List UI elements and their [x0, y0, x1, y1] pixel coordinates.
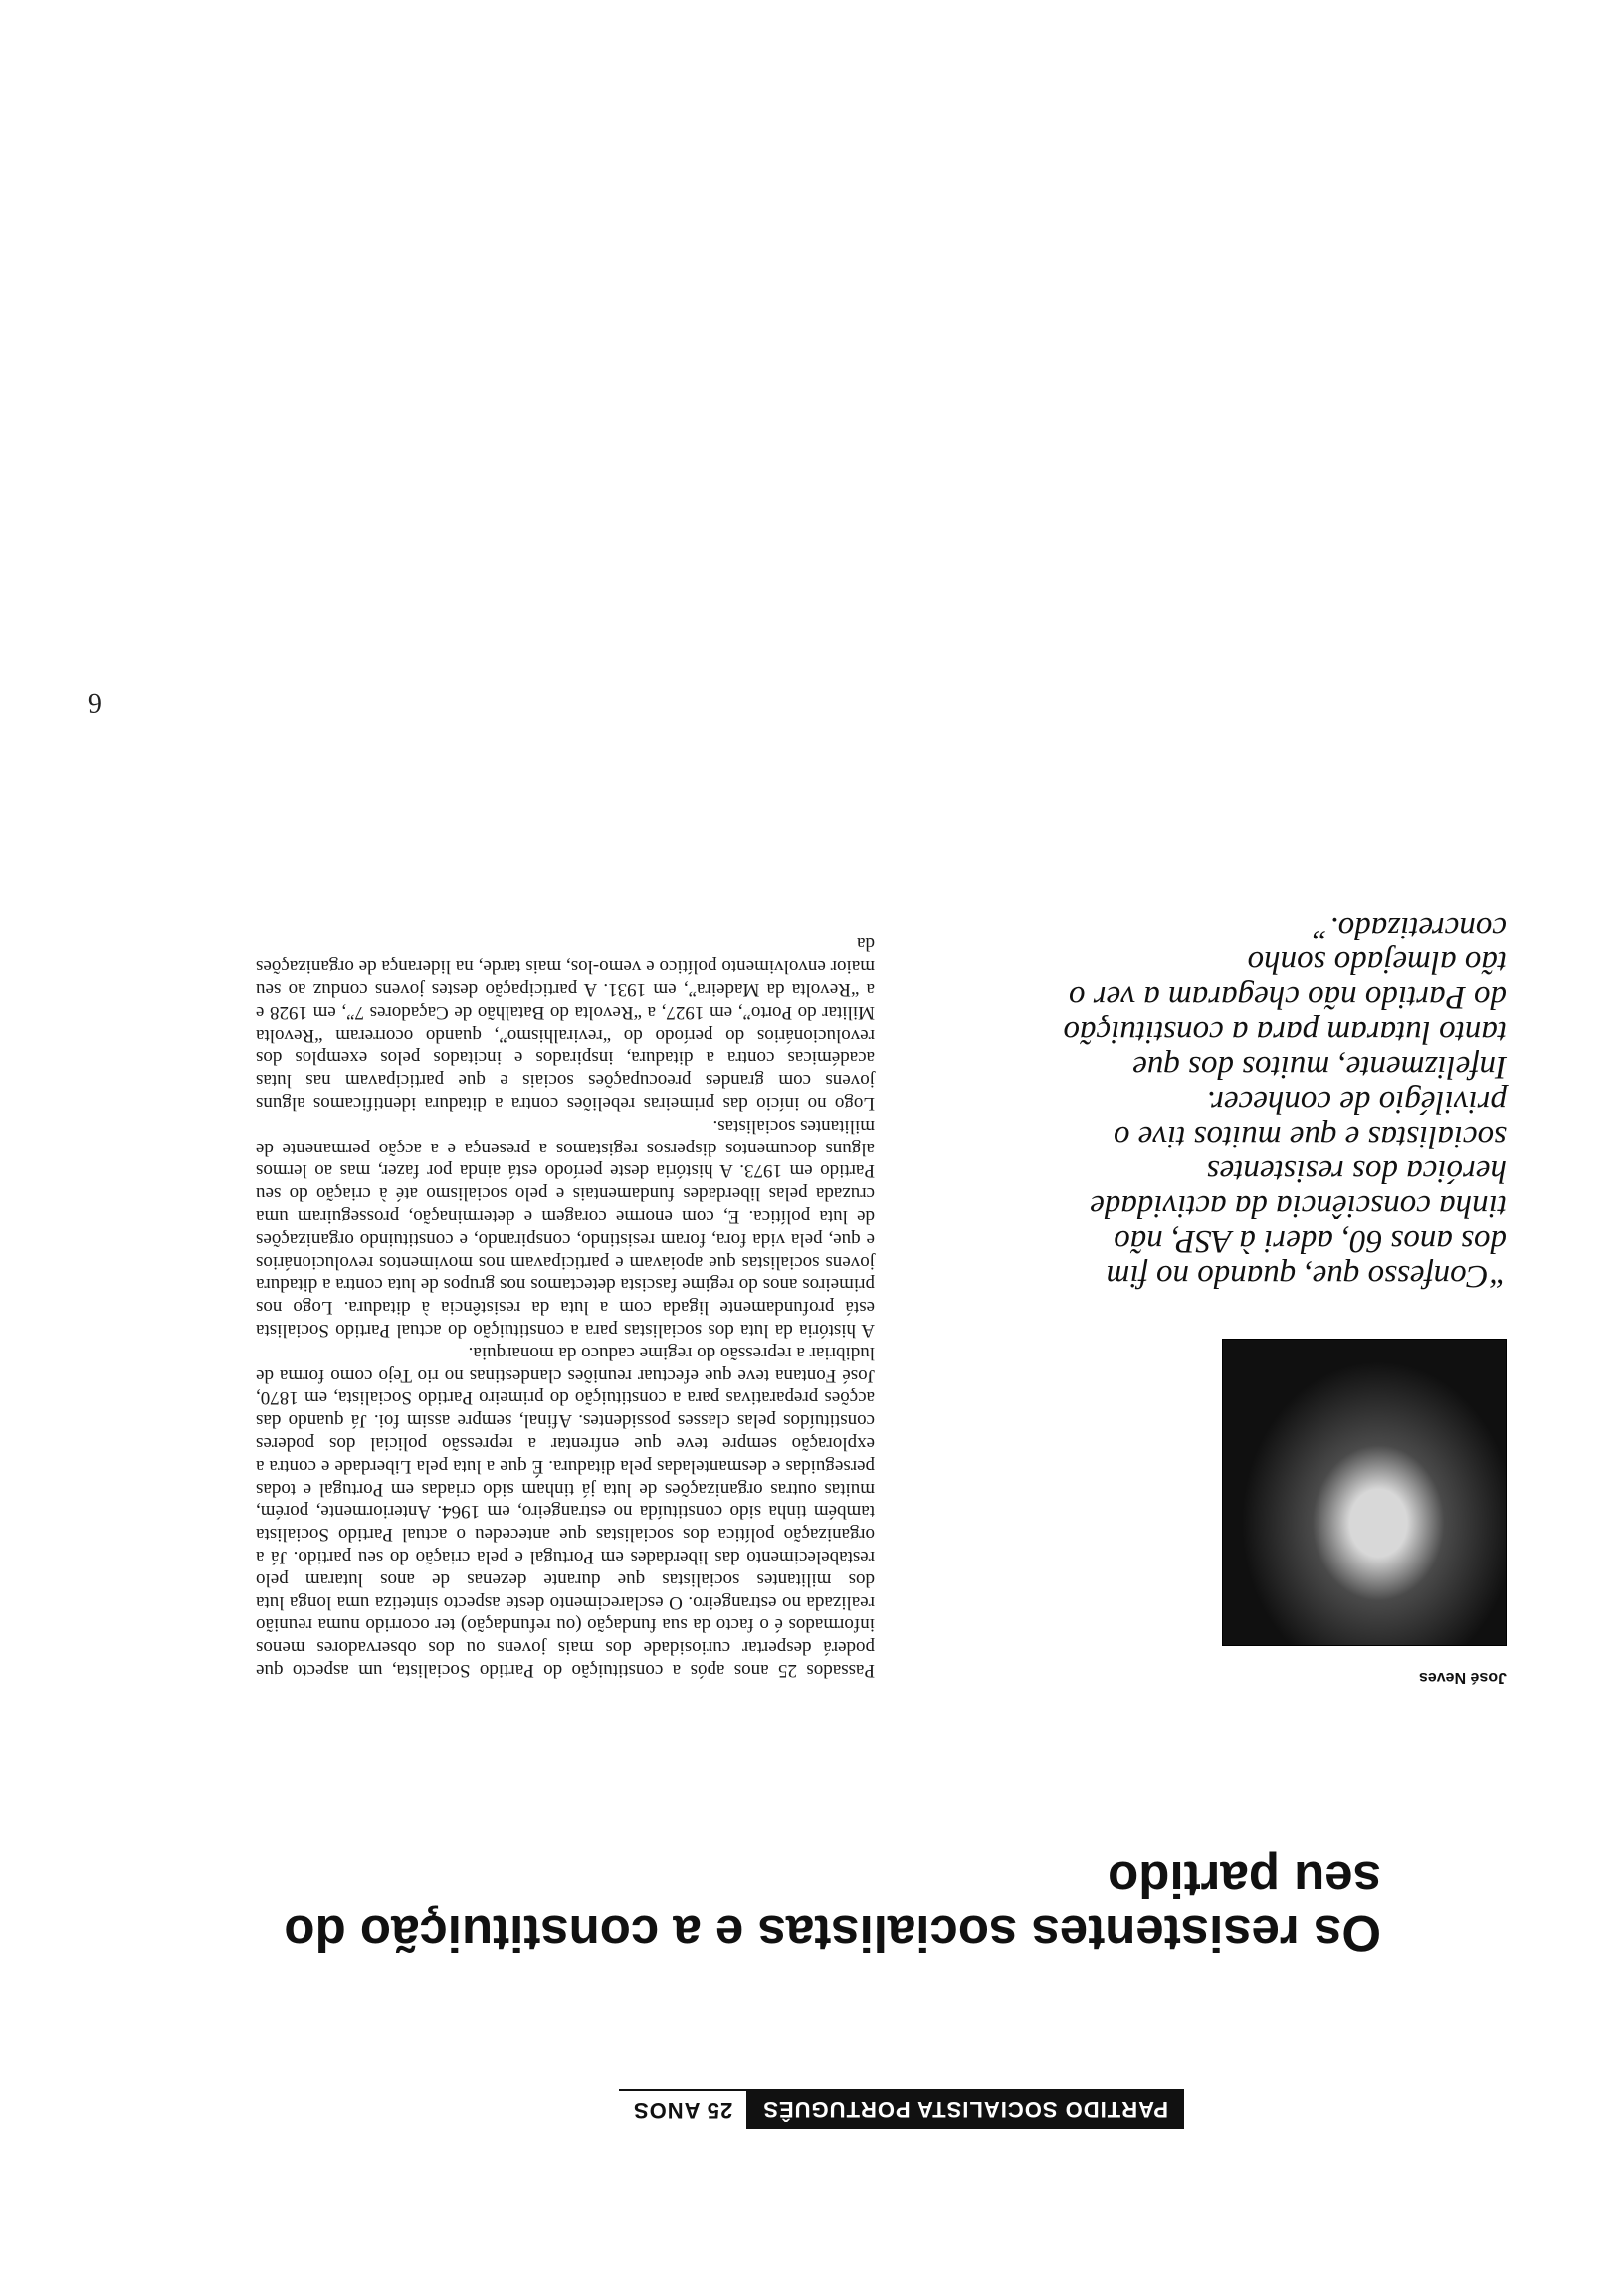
- page-number: 6: [88, 687, 102, 718]
- article-title: Os resistentes socialistas e a constituição do seu partido: [284, 1851, 1381, 1962]
- photo-caption: José Neves: [1418, 1669, 1507, 1686]
- body-paragraph-1: Passados 25 anos após a constituição do Partido Socialista, um aspecto que poderá despertar curiosidade dos mais jovens ou dos observadores menos informados é o facto da sua fundação (ou refundação) ter ocorrido numa reunião realizada no estrangeiro. O esclarecimento deste aspecto sintetiza uma longa luta dos militantes socialistas que durante dezenas de anos lutaram pelo restabelecimento das liberdades em Portugal e pela criação do seu partido. Já a organização política dos socialistas que antecedeu o actual Partido Socialista também tinha sido constituída no estrangeiro, em 1964. Anteriormente, porém, muitas outras organizações de luta já tinham sido criadas em Portugal e todas perseguidas e desmanteladas pela ditadura. É que a luta pela Liberdade e contra a exploração sempre teve que enfrentar a repressão policial dos poderes constituídos pelas classes possidentes. Afinal, sempre assim foi. Já quando das acções preparativas para a constituição do primeiro Partido Socialista, em 1870, José Fontana teve que efectuar reuniões clandestinas no rio Tejo como forma de ludibriar a repressão do regime caduco da monarquia.: [256, 1342, 875, 1681]
- header-anniversary-label: 25 ANOS: [619, 2089, 746, 2129]
- header-publication-band: PARTIDO SOCIALISTA PORTUGUÊS: [746, 2089, 1184, 2129]
- author-portrait-photo: [1222, 1339, 1507, 1646]
- pull-quote: “Confesso que, quando no fim dos anos 60, aderi à ASP, não tinha consciência da actividade heróica dos resistentes socialistas e que muitos tive o privilégio de conhecer. Infelizmente, muitos dos que tanto lutaram para a constituição do Partido não chegaram a ver o tão almejado sonho concretizado.”: [1063, 910, 1507, 1294]
- article-body: [256, 933, 875, 1681]
- body-paragraph-2: A história da luta dos socialistas para a constituição do actual Partido Socialista está profundamente ligada com a luta da resistência à ditadura. Logo nos primeiros anos do regime fascista detectamos nos grupos de luta contra a ditadura jovens socialistas que apoiavam e participavam nos movimentos revolucionários e que, pela vida fora, foram resistindo, conspirando, e constituindo organizações de luta política. E, com enorme coragem e determinação, prosseguiram uma cruzada pelas liberdades fundamentais e pelo socialismo até à criação do seu Partido em 1973. A história deste período está ainda por fazer, mas ao lermos alguns documentos dispersos registamos a presença e a acção permanente de militantes socialistas.: [256, 1115, 875, 1342]
- body-paragraph-3: Logo no início das primeiras rebeliões contra a ditadura identificamos alguns jovens com grandes preocupações sociais e que participavam nas lutas académicas contra a ditadura, inspirados e incitados pelos exemplos dos revolucionários do período do “reviralhismo”, quando ocorreram “Revolta Militar do Porto”, em 1927, a “Revolta do Batalhão de Caçadores 7”, em 1928 e a “Revolta da Madeira”, em 1931. A participação destes jovens conduz ao seu maior envolvimento político e vemo-los, mais tarde, na liderança de organizações da: [256, 934, 875, 1115]
- page-header: [619, 2089, 1184, 2129]
